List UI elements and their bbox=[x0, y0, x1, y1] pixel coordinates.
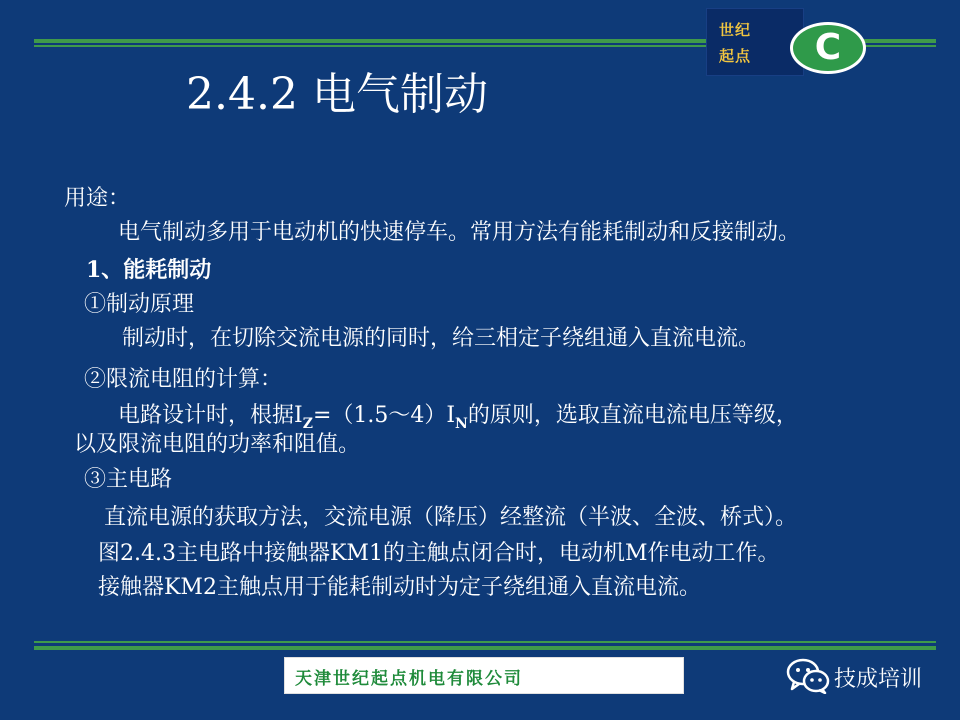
wechat-icon bbox=[786, 658, 830, 694]
page-title: 2.4.2 电气制动 bbox=[186, 69, 488, 120]
logo-text-line1: 世纪 bbox=[719, 21, 752, 39]
calc-subscript-n: N bbox=[455, 416, 468, 432]
calc-line1-part-c: 的原则，选取直流电流电压等级， bbox=[467, 403, 798, 428]
main-circuit-label: ③主电路 bbox=[84, 467, 173, 492]
logo-text-line2: 起点 bbox=[719, 47, 752, 65]
bottom-rule-thin bbox=[34, 641, 936, 643]
main-circuit-text2: 图2.4.3主电路中接触器KM1的主触点闭合时，电动机M作电动工作。 bbox=[98, 541, 780, 566]
usage-text: 电气制动多用于电动机的快速停车。常用方法有能耗制动和反接制动。 bbox=[118, 220, 801, 245]
principle-text: 制动时，在切除交流电源的同时，给三相定子绕组通入直流电流。 bbox=[122, 326, 761, 351]
logo-box bbox=[706, 8, 804, 76]
calc-label: ②限流电阻的计算： bbox=[84, 367, 283, 392]
calc-line1-part-b: =（1.5～4）I bbox=[312, 403, 456, 428]
logo-c-badge: C bbox=[790, 22, 866, 74]
main-circuit-text1: 直流电源的获取方法，交流电源（降压）经整流（半波、全波、桥式）。 bbox=[104, 505, 798, 530]
bottom-rule-thick bbox=[34, 646, 936, 650]
wechat-account-name: 技成培训 bbox=[834, 667, 923, 692]
calc-line1-part-a: 电路设计时，根据I bbox=[118, 403, 303, 428]
calc-subscript-z: Z bbox=[302, 416, 313, 432]
usage-label: 用途： bbox=[64, 186, 131, 211]
company-name: 天津世纪起点机电有限公司 bbox=[295, 669, 523, 689]
principle-label: ①制动原理 bbox=[84, 292, 195, 317]
company-banner bbox=[284, 657, 684, 694]
calc-line2: 以及限流电阻的功率和阻值。 bbox=[74, 432, 361, 457]
section1-heading: 1、能耗制动 bbox=[86, 257, 212, 283]
main-circuit-text3: 接触器KM2主触点用于能耗制动时为定子绕组通入直流电流。 bbox=[98, 575, 701, 600]
calc-line1 bbox=[118, 398, 798, 432]
